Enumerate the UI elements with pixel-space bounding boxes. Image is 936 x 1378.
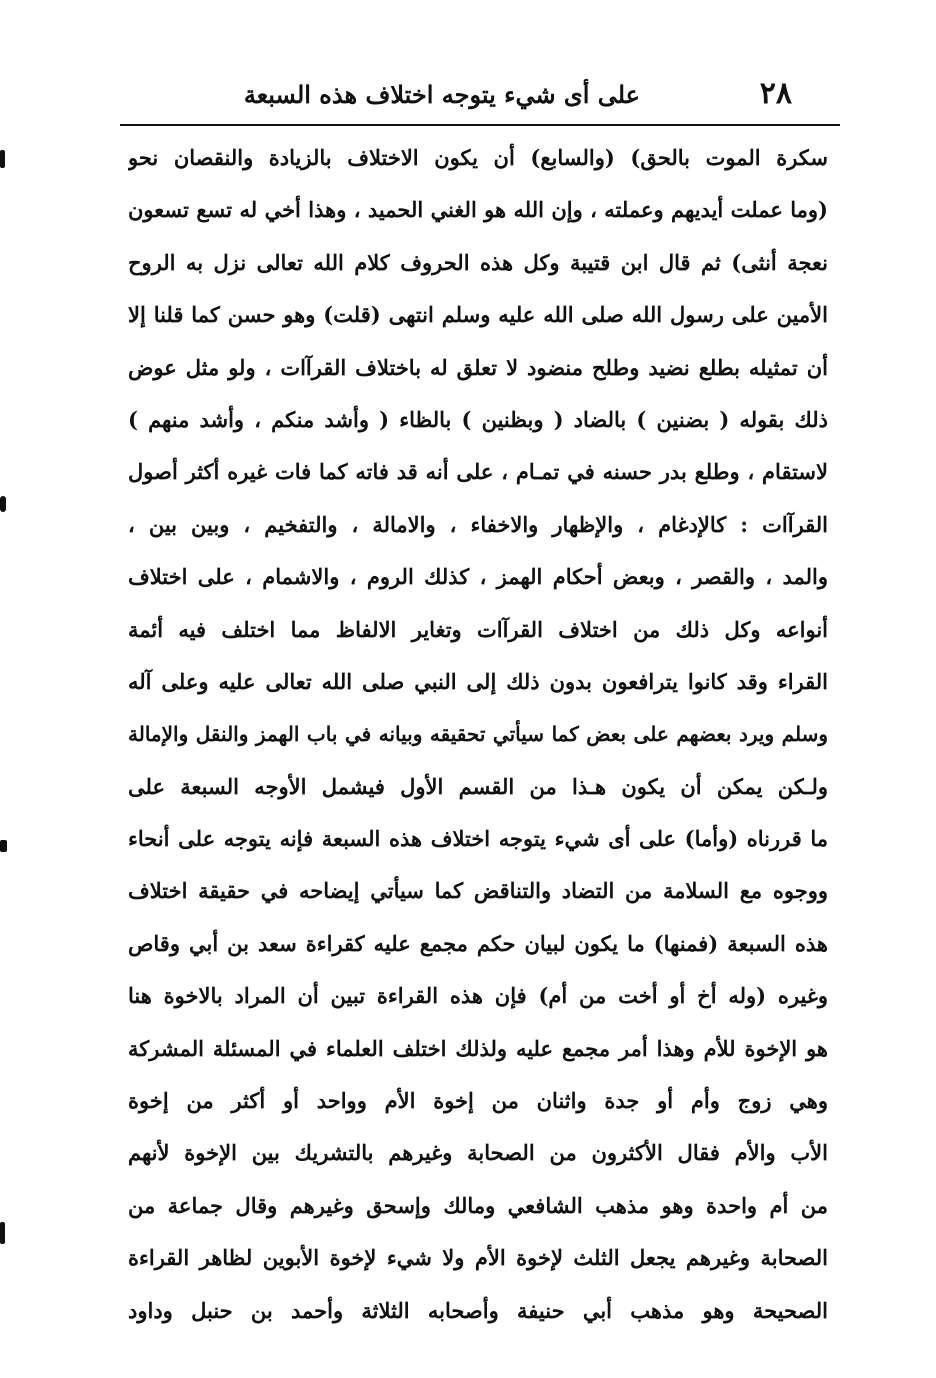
scan-mark (0, 150, 5, 168)
running-title: على أى شيء يتوجه اختلاف هذه السبعة (243, 80, 640, 109)
scan-mark (0, 840, 7, 852)
header-rule (120, 124, 840, 126)
text-line: القراء وقد كانوا يترافعون بدون ذلك إلى النبي صلى الله تعالى عليه وعلى آله (128, 668, 828, 694)
text-line: ولـكن يمكن أن يكون هـذا من القسم الأول فيشمل الأوجه السبعة على (128, 773, 828, 799)
text-line: والمد ، والقصر ، وبعض أحكام الهمز ، كذلك الروم ، والاشمام ، على اختلاف (128, 564, 828, 590)
body-text (128, 132, 828, 1337)
text-line: الأمين على رسول الله صلى الله عليه وسلم انتهى (قلت) وهو حسن كما قلنا إلا (128, 302, 828, 328)
text-line: القرآات : كالإدغام ، والإظهار والاخفاء ، والامالة ، والتفخيم ، وبين بين ، (128, 511, 828, 537)
text-line: أنواعه وكل ذلك من اختلاف القرآات وتغاير الالفاظ مما اختلف فيه أئمة (128, 616, 828, 642)
text-line: ووجوه مع السلامة من التضاد والتناقض كما سيأتي إيضاحه في حقيقة اختلاف (128, 878, 828, 904)
text-line: وغيره (وله أخ أو أخت من أم) فإن هذه القراءة تبين أن المراد بالاخوة هنا (128, 983, 828, 1009)
text-line: ذلك بقوله ( بضنين ) بالضاد ( وبظنين ) بالظاء ( وأشد منكم ، وأشد منهم ) (128, 406, 828, 432)
text-line: الصحيحة وهو مذهب أبي حنيفة وأصحابه الثلاثة وأحمد بن حنبل وداود (128, 1297, 828, 1323)
text-line: سكرة الموت بالحق) (والسابع) أن يكون الاختلاف بالزيادة والنقصان نحو (128, 145, 828, 170)
page-header (120, 66, 840, 120)
text-line: الصحابة وغيرهم يجعل الثلث لإخوة الأم ولا شيء لإخوة الأبوين لظاهر القراءة (128, 1245, 828, 1271)
text-line: الأب والأم فقال الأكثرون من الصحابة وغيرهم بالتشريك بين الإخوة لأنهم (128, 1140, 828, 1166)
text-line: نعجة أنثى) ثم قال ابن قتيبة وكل هذه الحروف كلام الله تعالى نزل به الروح (128, 249, 828, 275)
page-number: ٢٨ (759, 76, 792, 111)
text-line: هذه السبعة (فمنها) ما يكون لبيان حكم مجمع عليه كقراءة سعد بن أبي وقاص (128, 930, 828, 956)
text-line: ما قررناه (وأما) على أى شيء يتوجه اختلاف هذه السبعة فإنه يتوجه على أنحاء (128, 826, 828, 852)
text-line: من أم واحدة وهو مذهب الشافعي ومالك وإسحق وغيرهم وقال جماعة من (128, 1192, 828, 1218)
scan-mark (0, 1222, 5, 1244)
text-line: لاستقام ، وطلع بدر حسنه في تمـام ، على أنه قد فاته كما فات غيره أكثر أصول (128, 459, 828, 485)
scan-mark (0, 496, 6, 512)
text-line: وهي زوج وأم أو جدة واثنان من إخوة الأم وواحد أو أكثر من إخوة (128, 1088, 828, 1114)
text-line: هو الإخوة للأم وهذا أمر مجمع عليه ولذلك اختلف العلماء في المسئلة المشركة (128, 1035, 828, 1061)
text-line: (وما عملت أيديهم وعملته ، وإن الله هو الغني الحميد ، وهذا أخي له تسع تسعون (128, 197, 828, 223)
text-line: أن تمثيله بطلع نضيد وطلح منضود لا تعلق له باختلاف القرآات ، ولو مثل عوض (128, 354, 828, 380)
text-line: وسلم ويرد بعضهم على بعض كما سيأتي تحقيقه وبيانه في باب الهمز والنقل والإمالة (128, 722, 828, 747)
